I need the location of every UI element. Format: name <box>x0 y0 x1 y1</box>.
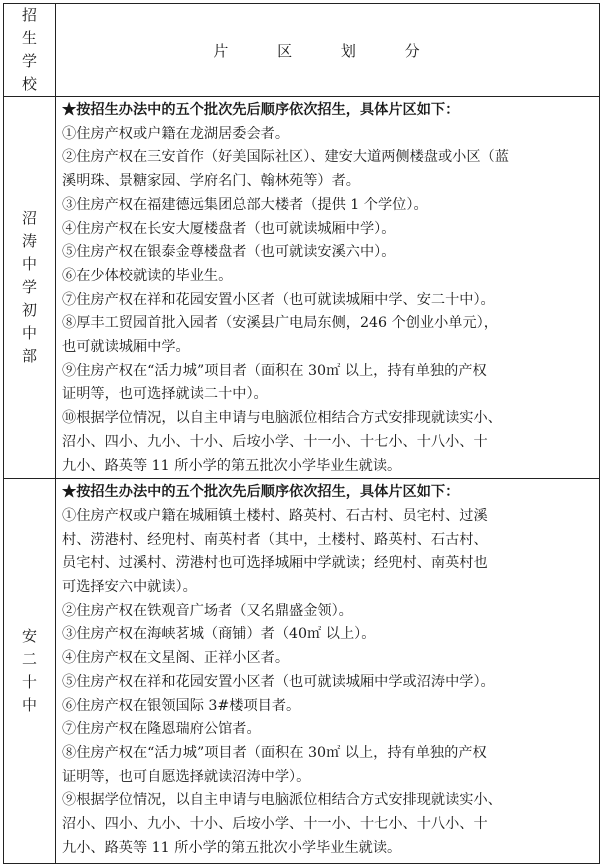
header-school-label: 招生学校 <box>21 6 37 93</box>
zoning-line: ⑧住房产权在“活力城”项目者（面积在 30㎡ 以上，持有单独的产权 <box>62 744 487 761</box>
section-row <box>4 479 600 864</box>
zoning-line: ⑨根据学位情况，以自主申请与电脑派位相结合方式安排现就读实小、 <box>62 792 502 809</box>
school-cell <box>4 479 56 864</box>
zoning-line: 九小、路英等 11 所小学的第五批次小学毕业生就读。 <box>62 839 402 856</box>
zoning-content <box>56 97 600 479</box>
zoning-line: ⑩根据学位情况，以自主申请与电脑派位相结合方式安排现就读实小、 <box>62 410 502 427</box>
zoning-line: ③住房产权在海峡茗城（商铺）者（40㎡ 以上）。 <box>62 626 376 643</box>
zoning-line: ⑤住房产权在祥和花园安置小区者（也可就读城厢中学或沼涛中学）。 <box>62 673 495 690</box>
zoning-line: ⑥在少体校就读的毕业生。 <box>62 267 233 284</box>
zoning-line: 证明等，也可选择就读二十中）。 <box>62 386 268 403</box>
zoning-line: 证明等，也可自愿选择就读沼涛中学）。 <box>62 768 311 785</box>
zoning-line: 九小、路英等 11 所小学的第五批次小学毕业生就读。 <box>62 457 402 474</box>
zoning-line: 沼小、四小、九小、十小、后垵小学、十一小、十七小、十八小、十 <box>62 816 488 833</box>
section-row <box>4 97 600 479</box>
zoning-line: 沼小、四小、九小、十小、后垵小学、十一小、十七小、十八小、十 <box>62 433 488 450</box>
zoning-line: ②住房产权在铁观音广场者（又名鼎盛金领）。 <box>62 602 353 619</box>
school-name: 安二十中 <box>21 627 37 715</box>
zoning-line: 也可就读城厢中学。 <box>62 339 190 356</box>
zoning-line: ⑧厚丰工贸园首批入园者（安溪县广电局东侧，246 个创业小单元）， <box>62 315 498 332</box>
zoning-line: ⑤住房产权在银泰金尊楼盘者（也可就读安溪六中）。 <box>62 244 396 261</box>
zoning-line: ★按招生办法中的五个批次先后顺序依次招生，具体片区如下： <box>62 102 460 118</box>
header-zoning: 片 区 划 分 <box>56 4 600 97</box>
header-school <box>4 4 56 97</box>
zoning-line: ②住房产权在三安首作（好美国际社区）、建安大道两侧楼盘或小区（蓝 <box>62 149 509 166</box>
school-name: 沼涛中学初中部 <box>21 209 37 366</box>
zoning-content <box>56 479 600 864</box>
school-cell <box>4 97 56 479</box>
zoning-line: 可选择安六中就读）。 <box>62 579 197 596</box>
zoning-line: ③住房产权在福建德远集团总部大楼者（提供 1 个学位）。 <box>62 196 428 213</box>
zoning-line: ⑦住房产权在隆恩瑞府公馆者。 <box>62 721 261 738</box>
zoning-line: 员宅村、过溪村、涝港村也可选择城厢中学就读；经兜村、南英村也 <box>62 555 488 572</box>
zoning-table <box>3 3 600 864</box>
header-row <box>4 4 600 97</box>
zoning-line: ④住房产权在长安大厦楼盘者（也可就读城厢中学）。 <box>62 220 396 237</box>
zoning-line: 村、涝港村、经兜村、南英村者（其中，土楼村、路英村、石古村、 <box>62 531 488 548</box>
zoning-line: ⑦住房产权在祥和花园安置小区者（也可就读城厢中学、安二十中）。 <box>62 291 495 308</box>
zoning-line: ★按招生办法中的五个批次先后顺序依次招生，具体片区如下： <box>62 484 460 501</box>
zoning-line: ①住房产权或户籍在龙湖居委会者。 <box>62 125 290 142</box>
zoning-line: 溪明珠、景糖家园、学府名门、翰林苑等）者。 <box>62 173 360 190</box>
zoning-line: ④住房产权在文星阁、正祥小区者。 <box>62 650 290 667</box>
zoning-line: ⑥住房产权在银领国际 3#楼项目者。 <box>62 697 301 714</box>
zoning-line: ①住房产权或户籍在城厢镇土楼村、路英村、石古村、员宅村、过溪 <box>62 507 488 524</box>
zoning-line: ⑨住房产权在“活力城”项目者（面积在 30㎡ 以上，持有单独的产权 <box>62 362 487 379</box>
